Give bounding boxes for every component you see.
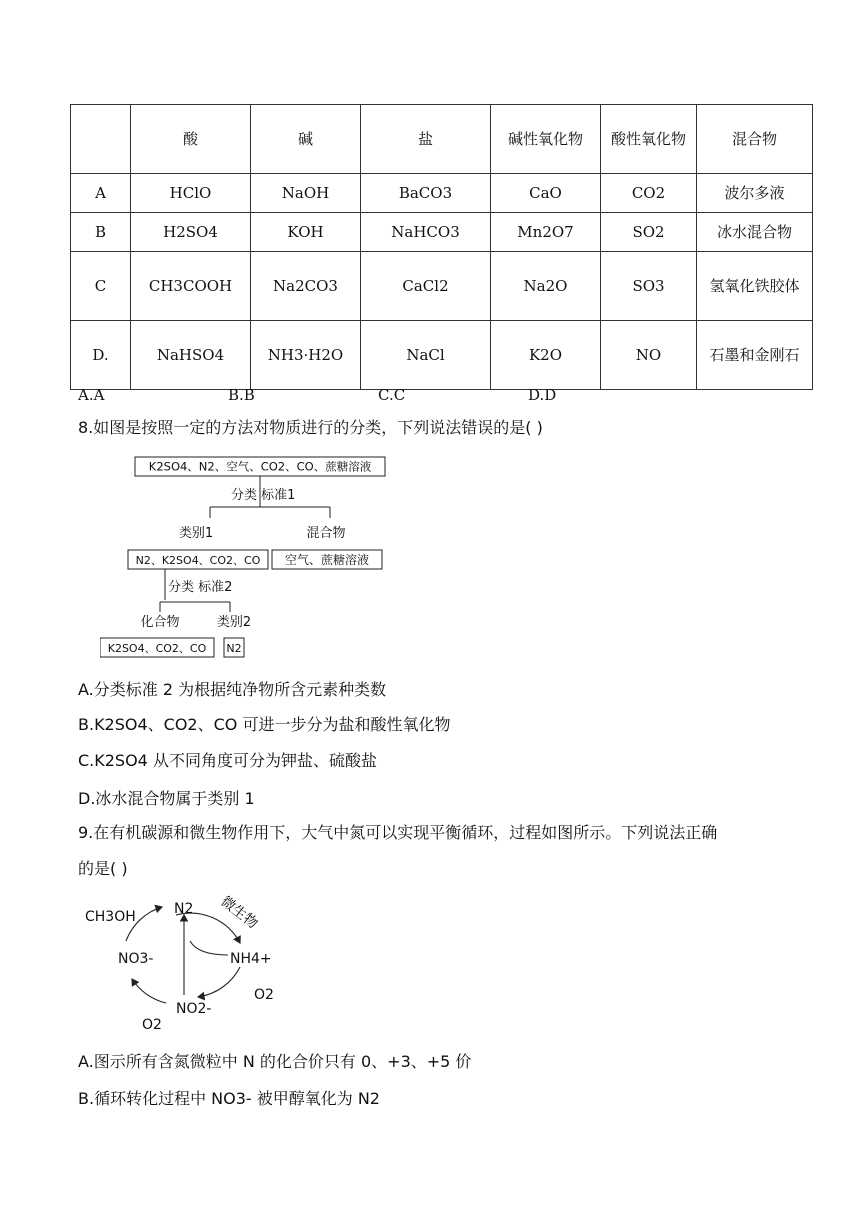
table-cell: NaHCO3 <box>361 213 491 252</box>
table-header-cell: 碱 <box>251 105 361 174</box>
table-cell: A <box>71 174 131 213</box>
q9-stem-line2: 的是( ) <box>78 859 128 878</box>
table-cell: SO2 <box>601 213 697 252</box>
standard1-label: 分类 标准1 <box>231 488 296 503</box>
table-cell: NaHSO4 <box>131 321 251 390</box>
classification-diagram <box>100 452 400 662</box>
table-cell: HClO <box>131 174 251 213</box>
table-cell: 氢氧化铁胶体 <box>697 252 813 321</box>
microbe-label: 微生物 <box>217 893 261 933</box>
table-cell: B <box>71 213 131 252</box>
table-cell: CO2 <box>601 174 697 213</box>
table-cell: NaOH <box>251 174 361 213</box>
table-cell: NH3·H2O <box>251 321 361 390</box>
table-cell: 冰水混合物 <box>697 213 813 252</box>
table-cell: NO <box>601 321 697 390</box>
o2-right-label: O2 <box>254 987 274 1003</box>
no2-label: NO2- <box>176 1001 212 1017</box>
table-cell: D. <box>71 321 131 390</box>
q7-option-c[interactable]: C.C <box>378 386 406 404</box>
q9-option-a[interactable]: A.图示所有含氮微粒中 N 的化合价只有 0、+3、+5 价 <box>78 1052 472 1071</box>
table-cell: Na2O <box>491 252 601 321</box>
table-row <box>71 213 813 252</box>
table-header-cell: 酸 <box>131 105 251 174</box>
standard2-label: 分类 标准2 <box>168 580 233 595</box>
table-cell: NaCl <box>361 321 491 390</box>
q8-option-b[interactable]: B.K2SO4、CO2、CO 可进一步分为盐和酸性氧化物 <box>78 715 451 734</box>
table-cell: KOH <box>251 213 361 252</box>
category1-label: 类别1 <box>178 526 214 541</box>
table-cell: H2SO4 <box>131 213 251 252</box>
q9-stem-line1: 9.在有机碳源和微生物作用下，大气中氮可以实现平衡循环，过程如图所示。下列说法正确 <box>78 823 718 842</box>
n2-label: N2 <box>174 901 194 917</box>
table-cell: CH3COOH <box>131 252 251 321</box>
table-header-cell: 混合物 <box>697 105 813 174</box>
table-cell: C <box>71 252 131 321</box>
classification-table <box>70 104 813 390</box>
table-cell: CaO <box>491 174 601 213</box>
q8-option-c[interactable]: C.K2SO4 从不同角度可分为钾盐、硫酸盐 <box>78 751 377 770</box>
table-header-cell <box>71 105 131 174</box>
table-cell: 波尔多液 <box>697 174 813 213</box>
table-row <box>71 252 813 321</box>
table-header-row <box>71 105 813 174</box>
nh4-label: NH4+ <box>230 951 272 967</box>
category1-box-text: N2、K2SO4、CO2、CO <box>135 554 261 567</box>
table-header-cell: 盐 <box>361 105 491 174</box>
q7-option-a[interactable]: A.A <box>78 386 105 404</box>
nitrogen-cycle-diagram <box>80 885 280 1033</box>
q8-option-a[interactable]: A.分类标准 2 为根据纯净物所含元素种类数 <box>78 680 387 699</box>
q7-option-d[interactable]: D.D <box>528 386 557 404</box>
category2-box-text: N2 <box>226 642 242 655</box>
table-cell: K2O <box>491 321 601 390</box>
table-header-cell: 碱性氧化物 <box>491 105 601 174</box>
o2-bottom-label: O2 <box>142 1017 162 1033</box>
compound-box-text: K2SO4、CO2、CO <box>107 642 207 655</box>
table-row <box>71 174 813 213</box>
q8-option-d[interactable]: D.冰水混合物属于类别 1 <box>78 789 255 808</box>
mixture-box-text: 空气、蔗糖溶液 <box>284 553 370 567</box>
category2-label: 类别2 <box>216 615 252 630</box>
top-box-text: K2SO4、N2、空气、CO2、CO、蔗糖溶液 <box>148 459 372 474</box>
table-cell: 石墨和金刚石 <box>697 321 813 390</box>
table-cell: SO3 <box>601 252 697 321</box>
compound-label: 化合物 <box>140 615 180 630</box>
no3-label: NO3- <box>118 951 154 967</box>
table-row <box>71 321 813 390</box>
mixture-label: 混合物 <box>306 526 346 541</box>
q8-stem: 8.如图是按照一定的方法对物质进行的分类，下列说法错误的是( ) <box>78 418 543 437</box>
table-cell: Na2CO3 <box>251 252 361 321</box>
table-cell: Mn2O7 <box>491 213 601 252</box>
table-cell: CaCl2 <box>361 252 491 321</box>
q7-option-b[interactable]: B.B <box>228 386 255 404</box>
table-cell: BaCO3 <box>361 174 491 213</box>
q9-option-b[interactable]: B.循环转化过程中 NO3- 被甲醇氧化为 N2 <box>78 1089 380 1108</box>
ch3oh-label: CH3OH <box>85 909 136 925</box>
table-header-cell: 酸性氧化物 <box>601 105 697 174</box>
